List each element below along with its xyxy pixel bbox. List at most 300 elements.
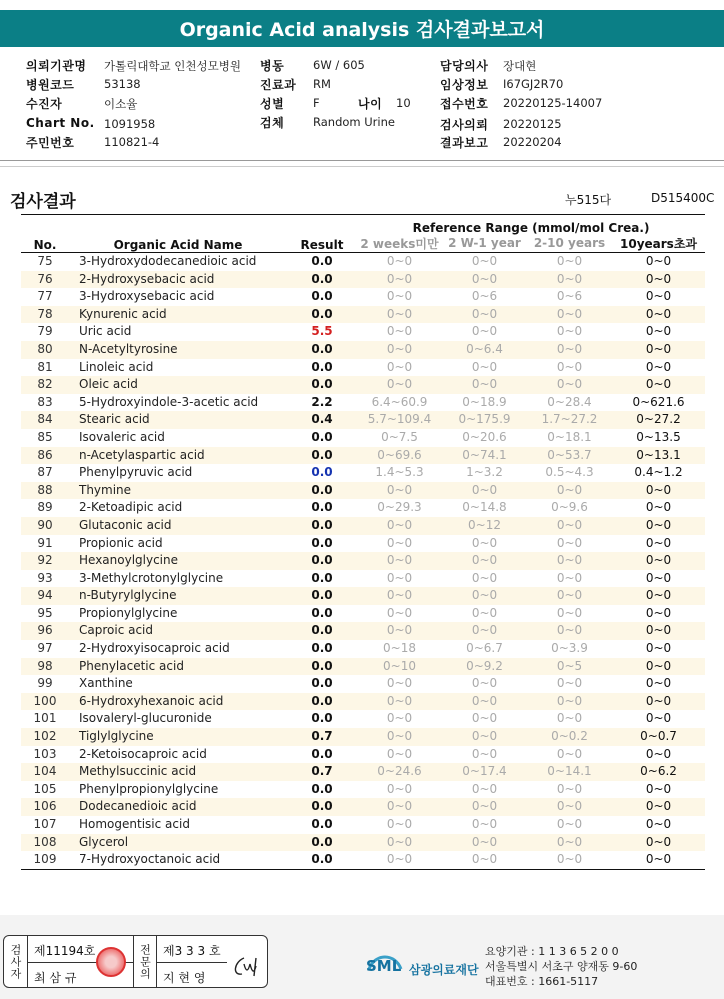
row-number: 83 [37,394,53,409]
range-over-10y: 0~6.2 [612,763,705,781]
range-2-10y: 0~3.9 [551,641,588,656]
header-result: Result [287,215,357,253]
acid-name: Phenylpropionylglycine [79,781,219,796]
acid-name: Thymine [69,482,287,500]
specialist-number: 제3 3 3 호 [163,944,221,958]
row-number: 109 [21,851,69,869]
range-under-2-weeks: 0~0 [386,817,413,831]
patient-info [0,54,724,154]
result-value: 0.0 [311,817,333,831]
result-value: 0.0 [287,271,357,289]
table-row [21,640,705,658]
range-2w-1y: 0~0 [442,482,527,500]
range-over-10y: 0~0 [612,693,705,711]
row-number: 101 [33,711,57,726]
chart-label: Chart No. [26,116,95,130]
table-row [21,693,705,711]
range-over-10y: 0~0 [612,851,705,869]
table-row [21,798,705,816]
range-over-10y: 0~0 [645,289,672,304]
range-2w-1y: 0~9.2 [442,658,527,676]
row-number: 96 [21,622,69,640]
table-row [21,816,705,834]
specialist-name: 지 현 영 [163,971,206,985]
row-number: 94 [21,587,69,605]
range-under-2-weeks: 0~0 [357,306,442,324]
header-no: No. [21,215,69,253]
range-over-10y: 0~0 [612,341,705,359]
range-2-10y: 0~0 [556,711,583,726]
range-over-10y: 0~13.5 [636,429,681,444]
result-value: 0.0 [287,658,357,676]
result-value: 0.0 [311,535,333,550]
row-number: 77 [37,289,53,304]
acid-name: 2-Hydroxysebacic acid [69,271,287,289]
table-row [21,359,705,377]
row-number: 82 [21,376,69,394]
sex-label: 성별 [260,97,285,111]
ward-label: 병동 [260,59,285,73]
range-over-10y: 0~0 [645,605,672,620]
logo-text: SML [366,957,402,975]
range-2w-1y: 0~0 [471,817,498,831]
range-2w-1y: 0~0 [442,798,527,816]
result-value: 0.7 [287,763,357,781]
range-2w-1y: 0~12 [442,517,527,535]
result-value: 0.0 [311,570,333,585]
range-under-2-weeks: 0~7.5 [381,429,418,444]
examiner-number: 제11194호 [34,944,96,958]
range-under-2-weeks: 0~0 [386,289,413,304]
range-2w-1y: 0~0 [442,728,527,746]
institution-value: 가톨릭대학교 인천성모병원 [104,59,241,73]
table-row [21,288,705,306]
table-row [21,535,705,553]
range-over-10y: 0~0.7 [612,728,705,746]
range-2w-1y: 0~20.6 [462,429,507,444]
range-under-2-weeks: 0~0 [357,693,442,711]
header-range-4: 10years초과 [612,235,705,253]
sex-value: F [313,96,320,110]
range-2-10y: 0~0 [527,834,612,852]
result-value: 0.0 [311,711,333,726]
request-label: 검사의뢰 [440,118,489,132]
acid-name: Oleic acid [69,376,287,394]
receipt-label: 접수번호 [440,97,489,111]
table-row [21,781,705,799]
table-row [21,763,705,781]
range-over-10y: 0~13.1 [612,447,705,465]
row-number: 107 [33,817,57,831]
range-over-10y: 0~0 [645,254,672,268]
table-row [21,341,705,359]
result-value: 0.0 [311,465,333,480]
range-over-10y: 0.4~1.2 [634,465,683,480]
range-2w-1y: 0~0 [442,834,527,852]
result-value: 0.0 [311,429,333,444]
range-under-2-weeks: 0~0 [357,834,442,852]
specialist-label-text: 전문의 [138,943,152,980]
range-2w-1y: 0~0 [442,271,527,289]
range-under-2-weeks: 0~0 [357,851,442,869]
range-2w-1y: 0~0 [442,552,527,570]
range-over-10y: 0~27.2 [612,411,705,429]
age-label: 나이 [358,97,383,111]
range-2-10y: 0~0 [527,517,612,535]
range-2w-1y: 0~0 [442,851,527,869]
result-value: 2.2 [311,394,333,409]
acid-name: Isovaleryl-glucuronide [79,711,212,726]
range-over-10y: 0~0 [645,324,672,339]
range-under-2-weeks: 6.4~60.9 [371,394,428,409]
examiner-label-text: 검사자 [9,943,22,980]
range-over-10y: 0~621.6 [632,394,685,409]
range-under-2-weeks: 0~0 [386,746,413,761]
header-reference: Reference Range (mmol/mol Crea.) [357,215,705,235]
range-2-10y: 0~14.1 [527,763,612,781]
phone-line: 대표번호 : 1661-5117 [485,975,599,988]
range-2w-1y: 0~0 [471,711,498,726]
range-over-10y: 0~0 [612,834,705,852]
range-2-10y: 0~0 [556,746,583,761]
table-row [21,728,705,746]
range-under-2-weeks: 0~0 [357,728,442,746]
range-over-10y: 0~0 [612,271,705,289]
acid-name: 2-Hydroxyisocaproic acid [79,641,230,656]
table-row [21,394,705,412]
table-row [21,271,705,289]
table-row [21,746,705,764]
table-row [21,517,705,535]
range-under-2-weeks: 0~0 [386,570,413,585]
range-under-2-weeks: 0~0 [386,711,413,726]
result-value: 0.0 [311,746,333,761]
row-number: 89 [37,500,53,515]
range-under-2-weeks: 0~0 [357,552,442,570]
code-secondary: D515400C [651,191,715,205]
table-row [21,253,705,271]
range-2-10y: 0~0 [527,693,612,711]
examiner-label [4,936,28,987]
range-under-2-weeks: 5.7~109.4 [357,411,442,429]
acid-name: Glycerol [69,834,287,852]
range-under-2-weeks: 0~0 [386,781,413,796]
table-row [21,622,705,640]
row-number: 81 [37,359,53,374]
row-number: 93 [37,570,53,585]
range-2-10y: 0~0 [527,622,612,640]
range-over-10y: 0~0 [645,641,672,656]
clinical-value: I67GJ2R70 [503,77,564,91]
result-value: 0.0 [287,517,357,535]
range-2w-1y: 0~18.9 [462,394,507,409]
table-row [21,605,705,623]
range-2w-1y: 0~0 [442,693,527,711]
range-over-10y: 0~0 [645,781,672,796]
range-2-10y: 0~0 [556,676,583,691]
range-2-10y: 0~5 [527,658,612,676]
acid-name: n-Acetylaspartic acid [69,447,287,465]
acid-name: 7-Hydroxyoctanoic acid [69,851,287,869]
row-number: 79 [37,324,53,339]
row-number: 87 [37,465,53,480]
range-under-2-weeks: 0~0 [357,482,442,500]
table-row [21,499,705,517]
result-value: 0.0 [287,482,357,500]
acid-name: Methylsuccinic acid [69,763,287,781]
range-under-2-weeks: 0~18 [383,641,416,656]
range-2-10y: 0~0.2 [527,728,612,746]
acid-name: Hexanoylglycine [69,552,287,570]
range-2w-1y: 0~0 [471,676,498,691]
range-2-10y: 0~0 [527,798,612,816]
acid-name: Phenylacetic acid [69,658,287,676]
range-2-10y: 0~6 [556,289,583,304]
doctor-label: 담당의사 [440,59,489,73]
acid-name: 3-Hydroxydodecanedioic acid [79,254,257,268]
row-number: 92 [21,552,69,570]
range-under-2-weeks: 1.4~5.3 [375,465,424,480]
request-value: 20220125 [503,117,562,131]
range-2w-1y: 0~175.9 [442,411,527,429]
result-value: 0.0 [287,341,357,359]
range-under-2-weeks: 0~0 [386,324,413,339]
range-2w-1y: 0~6.4 [442,341,527,359]
result-value: 5.5 [311,324,333,339]
row-number: 91 [37,535,53,550]
table-row [21,411,705,429]
result-value: 0.4 [287,411,357,429]
range-2-10y: 0~53.7 [527,447,612,465]
range-2w-1y: 0~17.4 [442,763,527,781]
table-row [21,323,705,341]
table-row [21,658,705,676]
id-value: 110821-4 [104,135,160,149]
range-2-10y: 0~0 [527,376,612,394]
range-under-2-weeks: 0~0 [386,605,413,620]
row-number: 100 [21,693,69,711]
result-value: 0.0 [311,605,333,620]
row-number: 108 [21,834,69,852]
acid-name: Uric acid [79,324,132,339]
divider [0,166,724,167]
address-line: 서울특별시 서초구 양재동 9-60 [485,960,638,973]
ward-value: 6W / 605 [313,58,365,72]
range-2w-1y: 0~0 [471,254,498,268]
row-number: 88 [21,482,69,500]
acid-name: Isovaleric acid [79,429,165,444]
range-2-10y: 0~0 [527,306,612,324]
table-row [21,710,705,728]
result-value: 0.0 [287,851,357,869]
range-2w-1y: 0~74.1 [442,447,527,465]
range-under-2-weeks: 0~0 [357,587,442,605]
range-2-10y: 0~0 [527,341,612,359]
result-value: 0.7 [287,728,357,746]
row-number: 104 [21,763,69,781]
acid-name: 2-Ketoadipic acid [79,500,183,515]
range-over-10y: 0~0 [645,746,672,761]
doctor-value: 장대현 [503,59,537,73]
result-value: 0.0 [287,552,357,570]
report-date-label: 결과보고 [440,136,489,150]
range-2-10y: 0~0 [527,271,612,289]
range-under-2-weeks: 0~0 [357,271,442,289]
acid-name: Glutaconic acid [69,517,287,535]
institution-label: 의뢰기관명 [26,59,87,73]
range-over-10y: 0~0 [612,306,705,324]
range-2-10y: 0~18.1 [547,429,592,444]
range-2-10y: 0.5~4.3 [545,465,594,480]
dept-value: RM [313,77,331,91]
range-over-10y: 0~0 [612,658,705,676]
result-value: 0.0 [287,306,357,324]
acid-name: Stearic acid [69,411,287,429]
section-title: 검사결과 [10,192,76,212]
row-number: 90 [21,517,69,535]
row-number: 84 [21,411,69,429]
range-over-10y: 0~0 [612,552,705,570]
row-number: 95 [37,605,53,620]
row-number: 78 [21,306,69,324]
header-range-1: 2 weeks미만 [357,235,442,253]
acid-name: 3-Methylcrotonylglycine [79,570,224,585]
divider [0,160,724,161]
range-over-10y: 0~0 [645,500,672,515]
range-2-10y: 0~0 [556,781,583,796]
acid-name: 5-Hydroxyindole-3-acetic acid [79,394,259,409]
acid-name: 2-Ketoisocaproic acid [79,746,207,761]
range-2w-1y: 0~6 [471,289,498,304]
row-number: 103 [33,746,57,761]
range-2-10y: 0~28.4 [547,394,592,409]
range-2-10y: 0~0 [556,359,583,374]
acid-name: Linoleic acid [79,359,154,374]
result-value: 0.0 [287,376,357,394]
range-under-2-weeks: 0~0 [386,254,413,268]
registration-line: 요양기관 : 1 1 3 6 5 2 0 0 [485,945,619,958]
result-value: 0.0 [287,587,357,605]
table-row [21,851,705,869]
range-2-10y: 0~0 [556,324,583,339]
range-over-10y: 0~0 [645,817,672,831]
range-under-2-weeks: 0~0 [357,517,442,535]
acid-name: Homogentisic acid [79,817,190,831]
results-table [21,214,705,870]
range-2w-1y: 0~0 [442,306,527,324]
row-number: 98 [21,658,69,676]
header-name: Organic Acid Name [69,215,287,253]
range-2w-1y: 0~0 [442,376,527,394]
acid-name: Propionic acid [79,535,163,550]
range-2-10y: 1.7~27.2 [527,411,612,429]
range-over-10y: 0~0 [612,517,705,535]
row-number: 80 [21,341,69,359]
range-over-10y: 0~0 [645,676,672,691]
range-over-10y: 0~0 [645,535,672,550]
receipt-value: 20220125-14007 [503,96,603,110]
table-row [21,429,705,447]
range-2w-1y: 0~0 [442,622,527,640]
range-under-2-weeks: 0~0 [386,359,413,374]
range-over-10y: 0~0 [612,587,705,605]
range-2w-1y: 0~0 [471,535,498,550]
range-2-10y: 0~0 [527,587,612,605]
range-2w-1y: 0~0 [471,781,498,796]
range-2-10y: 0~0 [556,570,583,585]
acid-name: N-Acetyltyrosine [69,341,287,359]
specimen-value: Random Urine [313,115,395,129]
signature-box [3,935,268,988]
table-row [21,306,705,324]
result-value: 0.0 [287,693,357,711]
row-number: 97 [37,641,53,656]
acid-name: Dodecanedioic acid [69,798,287,816]
range-2w-1y: 0~14.8 [462,500,507,515]
range-under-2-weeks: 0~10 [357,658,442,676]
range-2-10y: 0~0 [527,482,612,500]
specialist-label [133,936,157,987]
acid-name: Propionylglycine [79,605,178,620]
collector-value: 이소율 [104,97,138,111]
range-over-10y: 0~0 [645,570,672,585]
organization-name: 삼광의료재단 [409,963,479,977]
table-row [21,376,705,394]
age-value: 10 [396,96,411,110]
row-number: 106 [21,798,69,816]
acid-name: Xanthine [79,676,133,691]
divider [157,962,227,963]
range-2-10y: 0~0 [556,817,583,831]
range-2w-1y: 0~6.7 [466,641,503,656]
result-value: 0.0 [287,834,357,852]
row-number: 99 [37,676,53,691]
table-row [21,587,705,605]
range-under-2-weeks: 0~0 [357,341,442,359]
range-2w-1y: 0~0 [471,324,498,339]
row-number: 85 [37,429,53,444]
range-2w-1y: 0~0 [471,359,498,374]
result-value: 0.0 [287,798,357,816]
report-title: Organic Acid analysis 검사결과보고서 [0,10,724,47]
range-2-10y: 0~0 [556,535,583,550]
range-over-10y: 0~0 [612,622,705,640]
report-date-value: 20220204 [503,135,562,149]
footer [0,915,724,999]
result-value: 0.0 [311,289,333,304]
range-2w-1y: 0~0 [471,570,498,585]
acid-name: n-Butyrylglycine [69,587,287,605]
row-number: 75 [37,254,53,268]
acid-name: 6-Hydroxyhexanoic acid [69,693,287,711]
range-under-2-weeks: 0~0 [386,676,413,691]
header-range-2: 2 W-1 year [442,235,527,253]
range-under-2-weeks: 0~0 [357,376,442,394]
range-under-2-weeks: 0~0 [357,622,442,640]
code-primary: 누515다 [565,193,612,207]
acid-name: Phenylpyruvic acid [79,465,193,480]
range-2w-1y: 0~0 [471,746,498,761]
seal-icon [96,947,126,977]
range-2-10y: 0~0 [556,254,583,268]
examiner-name: 최 삼 규 [34,971,77,985]
result-value: 0.0 [311,359,333,374]
row-number: 105 [33,781,57,796]
signature-icon [230,954,264,980]
range-2-10y: 0~0 [527,851,612,869]
result-value: 0.0 [311,676,333,691]
range-2w-1y: 1~3.2 [466,465,503,480]
